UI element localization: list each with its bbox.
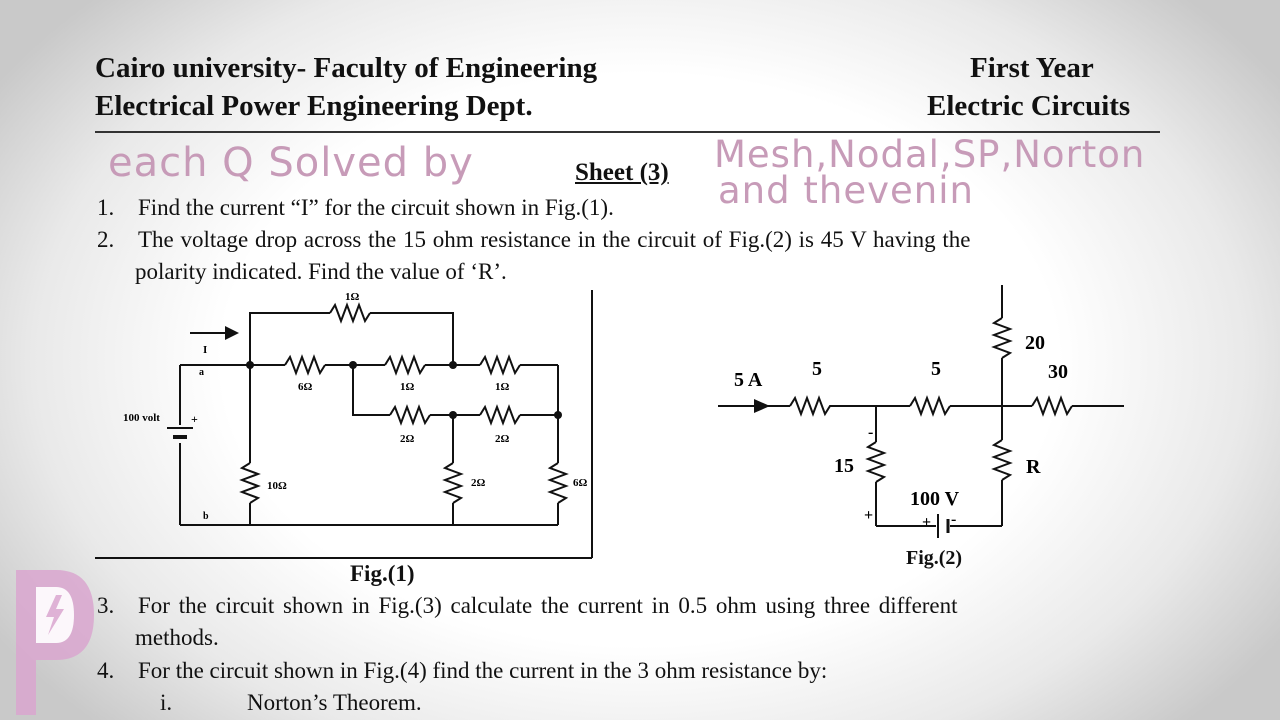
fig1-node	[449, 411, 457, 419]
fig1-node	[349, 361, 357, 369]
question-2-number: 2.	[97, 227, 115, 252]
question-3-text-line2: methods.	[135, 625, 219, 650]
fig1-label-r-1a: 1Ω	[400, 381, 415, 393]
question-3-text-line1: For the circuit shown in Fig.(3) calculate the current in 0.5 ohm using three different	[138, 593, 958, 618]
fig1-label-r-6: 6Ω	[298, 381, 313, 393]
fig2-label-batt-plus: +	[922, 514, 932, 531]
question-4-text: For the circuit shown in Fig.(4) find the current in the 3 ohm resistance by:	[138, 658, 828, 683]
handwriting-left: each Q Solved by	[108, 140, 474, 186]
fig1-wires	[95, 290, 592, 558]
fig1-label-r-6b: 6Ω	[573, 477, 588, 489]
question-1-number: 1.	[97, 195, 115, 220]
header-dept-name: Electrical Power Engineering Dept.	[95, 90, 533, 122]
question-3-number: 3.	[97, 593, 115, 618]
fig2-label-r20: 20	[1025, 332, 1045, 354]
handwriting-right-line2: and thevenin	[718, 169, 974, 212]
fig1-label-node-a: a	[199, 367, 204, 378]
logo-p-icon	[6, 565, 96, 715]
handwriting-right-line1: Mesh,Nodal,SP,Norton	[714, 133, 1146, 176]
fig2-current-arrow	[754, 399, 770, 413]
sub-item-i-number: i.	[160, 690, 173, 715]
fig1-node	[246, 361, 254, 369]
header-year: First Year	[970, 52, 1094, 84]
fig1-label-r-top: 1Ω	[345, 291, 360, 303]
header-course: Electric Circuits	[927, 90, 1131, 122]
fig1-label-current: I	[203, 344, 208, 356]
fig2-label-batt-minus: -	[951, 511, 957, 528]
fig2-label-minus-top: -	[868, 424, 874, 441]
fig2-label-r30: 30	[1048, 361, 1068, 383]
header-dept-faculty: Cairo university- Faculty of Engineering	[95, 52, 598, 84]
question-2-text-line1: The voltage drop across the 15 ohm resistance in the circuit of Fig.(2) is 45 V having the	[138, 227, 971, 252]
question-2-text-line2: polarity indicated. Find the value of ‘R’.	[135, 259, 507, 284]
fig2-label-r5b: 5	[931, 358, 941, 380]
fig2-label-v100: 100 V	[910, 488, 960, 510]
fig1-current-arrow	[190, 326, 239, 340]
fig2-label-r15: 15	[834, 455, 854, 477]
fig1-node	[554, 411, 562, 419]
fig2-label-source: 5 A	[734, 369, 763, 391]
fig2-circuit-diagram	[710, 280, 1140, 540]
fig2-label-r5a: 5	[812, 358, 822, 380]
fig1-label-node-b: b	[203, 511, 209, 522]
fig1-label-source: 100 volt	[123, 412, 160, 424]
fig1-caption: Fig.(1)	[350, 561, 415, 586]
fig1-node	[449, 361, 457, 369]
fig1-circuit-diagram	[95, 280, 615, 560]
fig1-label-r-2b: 2Ω	[495, 433, 510, 445]
fig1-label-r-1b: 1Ω	[495, 381, 510, 393]
fig1-label-r-2a: 2Ω	[400, 433, 415, 445]
fig1-label-r-2c: 2Ω	[471, 477, 486, 489]
sub-item-i-text: Norton’s Theorem.	[247, 690, 422, 715]
fig1-label-plus: +	[191, 412, 198, 426]
sheet-title: Sheet (3)	[575, 159, 669, 186]
fig2-caption: Fig.(2)	[906, 547, 963, 569]
question-4-number: 4.	[97, 658, 115, 683]
question-1-text: Find the current “I” for the circuit shown in Fig.(1).	[138, 195, 614, 220]
fig2-label-plus-bottom: +	[864, 507, 874, 524]
fig1-label-r-10: 10Ω	[267, 480, 287, 492]
fig2-label-rR: R	[1026, 456, 1041, 478]
